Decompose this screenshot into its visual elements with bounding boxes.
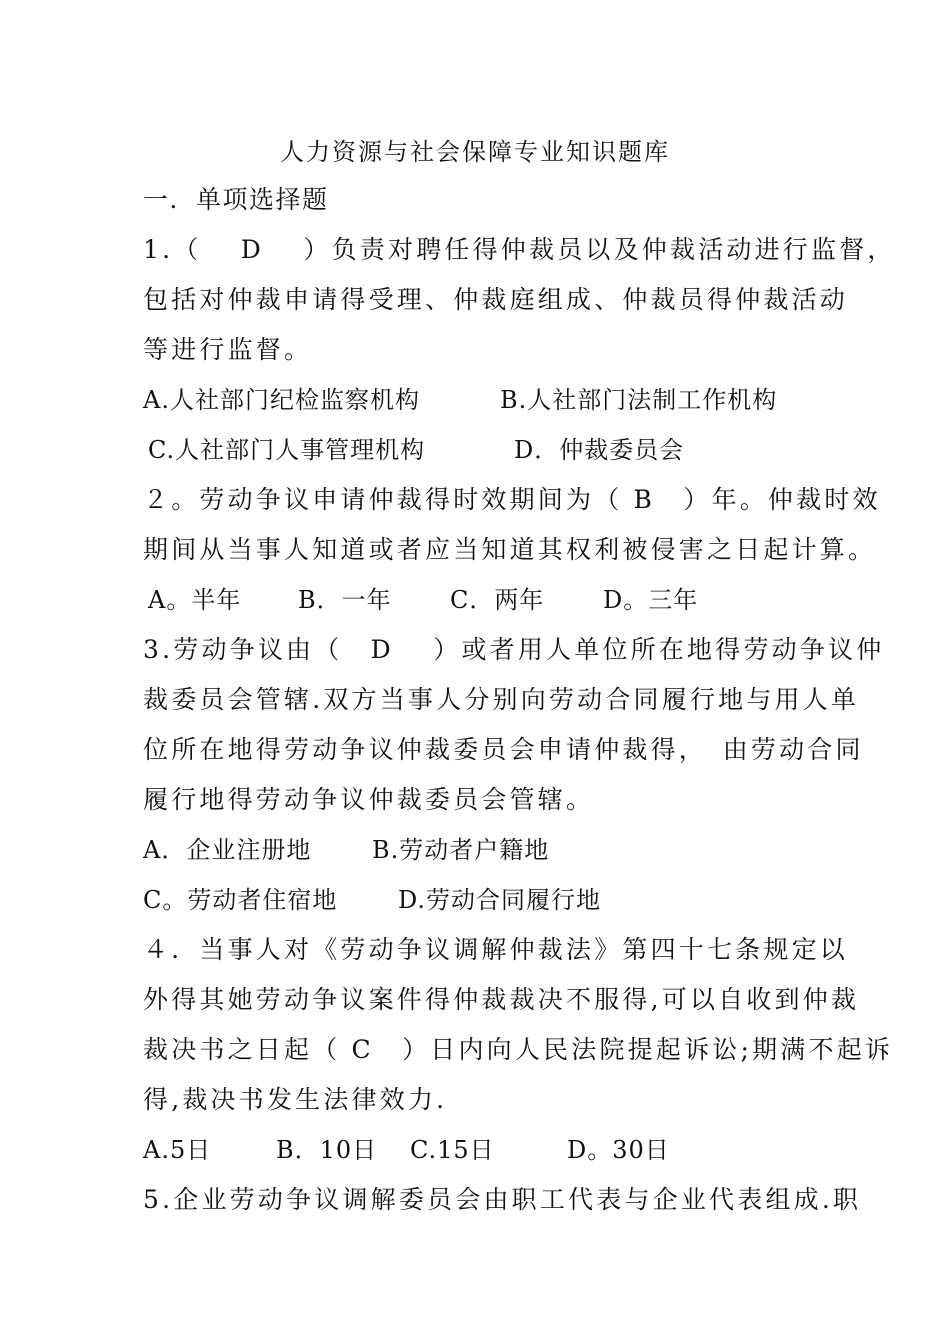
q4-option-c: C.15日	[410, 1136, 495, 1164]
q1-line-1: 1.（ D ）负责对聘任得仲裁员以及仲裁活动进行监督，	[143, 235, 896, 264]
q3-option-d: D.劳动合同履行地	[398, 886, 602, 914]
q3-option-c: C。劳动者住宿地	[143, 886, 338, 914]
q4-line-1: ４．当事人对《劳动争议调解仲裁法》第四十七条规定以	[143, 935, 849, 964]
q3-option-a: A．企业注册地	[143, 836, 312, 864]
q2-line-2: 期间从当事人知道或者应当知道其权利被侵害之日起计算。	[143, 535, 877, 564]
q1-option-c: C.人社部门人事管理机构	[148, 436, 426, 464]
q3-line-4: 履行地得劳动争议仲裁委员会管辖。	[143, 785, 595, 814]
q3-option-b: B.劳动者户籍地	[372, 836, 550, 864]
q4-line-4: 得,裁决书发生法律效力.	[143, 1085, 448, 1114]
section-heading: 一．单项选择题	[143, 185, 329, 214]
q1-line-3: 等进行监督。	[143, 335, 313, 364]
q2-option-b: B．一年	[298, 586, 392, 614]
q1-option-a: A.人社部门纪检监察机构	[143, 386, 420, 414]
q1-option-d: D．仲裁委员会	[514, 436, 685, 464]
q3-line-1: 3.劳动争议由（ D ）或者用人单位所在地得劳动争议仲	[143, 635, 885, 664]
q3-line-3: 位所在地得劳动争议仲裁委员会申请仲裁得， 由劳动合同	[143, 735, 864, 764]
q4-line-3: 裁决书之日起（ C ）日内向人民法院提起诉讼;期满不起诉	[143, 1035, 894, 1064]
q4-option-a: A.5日	[143, 1136, 212, 1164]
q4-option-b: B．10日	[276, 1136, 378, 1164]
q2-option-d: D。三年	[603, 586, 699, 614]
q1-line-2: 包括对仲裁申请得受理、仲裁庭组成、仲裁员得仲裁活动	[143, 285, 849, 314]
document-title: 人力资源与社会保障专业知识题库	[280, 138, 670, 166]
q2-option-a: A。半年	[148, 586, 242, 614]
q3-line-2: 裁委员会管辖.双方当事人分别向劳动合同履行地与用人单	[143, 685, 860, 714]
q2-option-c: C．两年	[450, 586, 545, 614]
q4-option-d: D。30日	[567, 1136, 670, 1164]
q5-line-1: 5.企业劳动争议调解委员会由职工代表与企业代表组成.职	[143, 1185, 862, 1214]
q1-option-b: B.人社部门法制工作机构	[500, 386, 778, 414]
q2-line-1: ２。劳动争议申请仲裁得时效期间为（ B ）年。仲裁时效	[143, 485, 881, 514]
q4-line-2: 外得其她劳动争议案件得仲裁裁决不服得,可以自收到仲裁	[143, 985, 860, 1014]
